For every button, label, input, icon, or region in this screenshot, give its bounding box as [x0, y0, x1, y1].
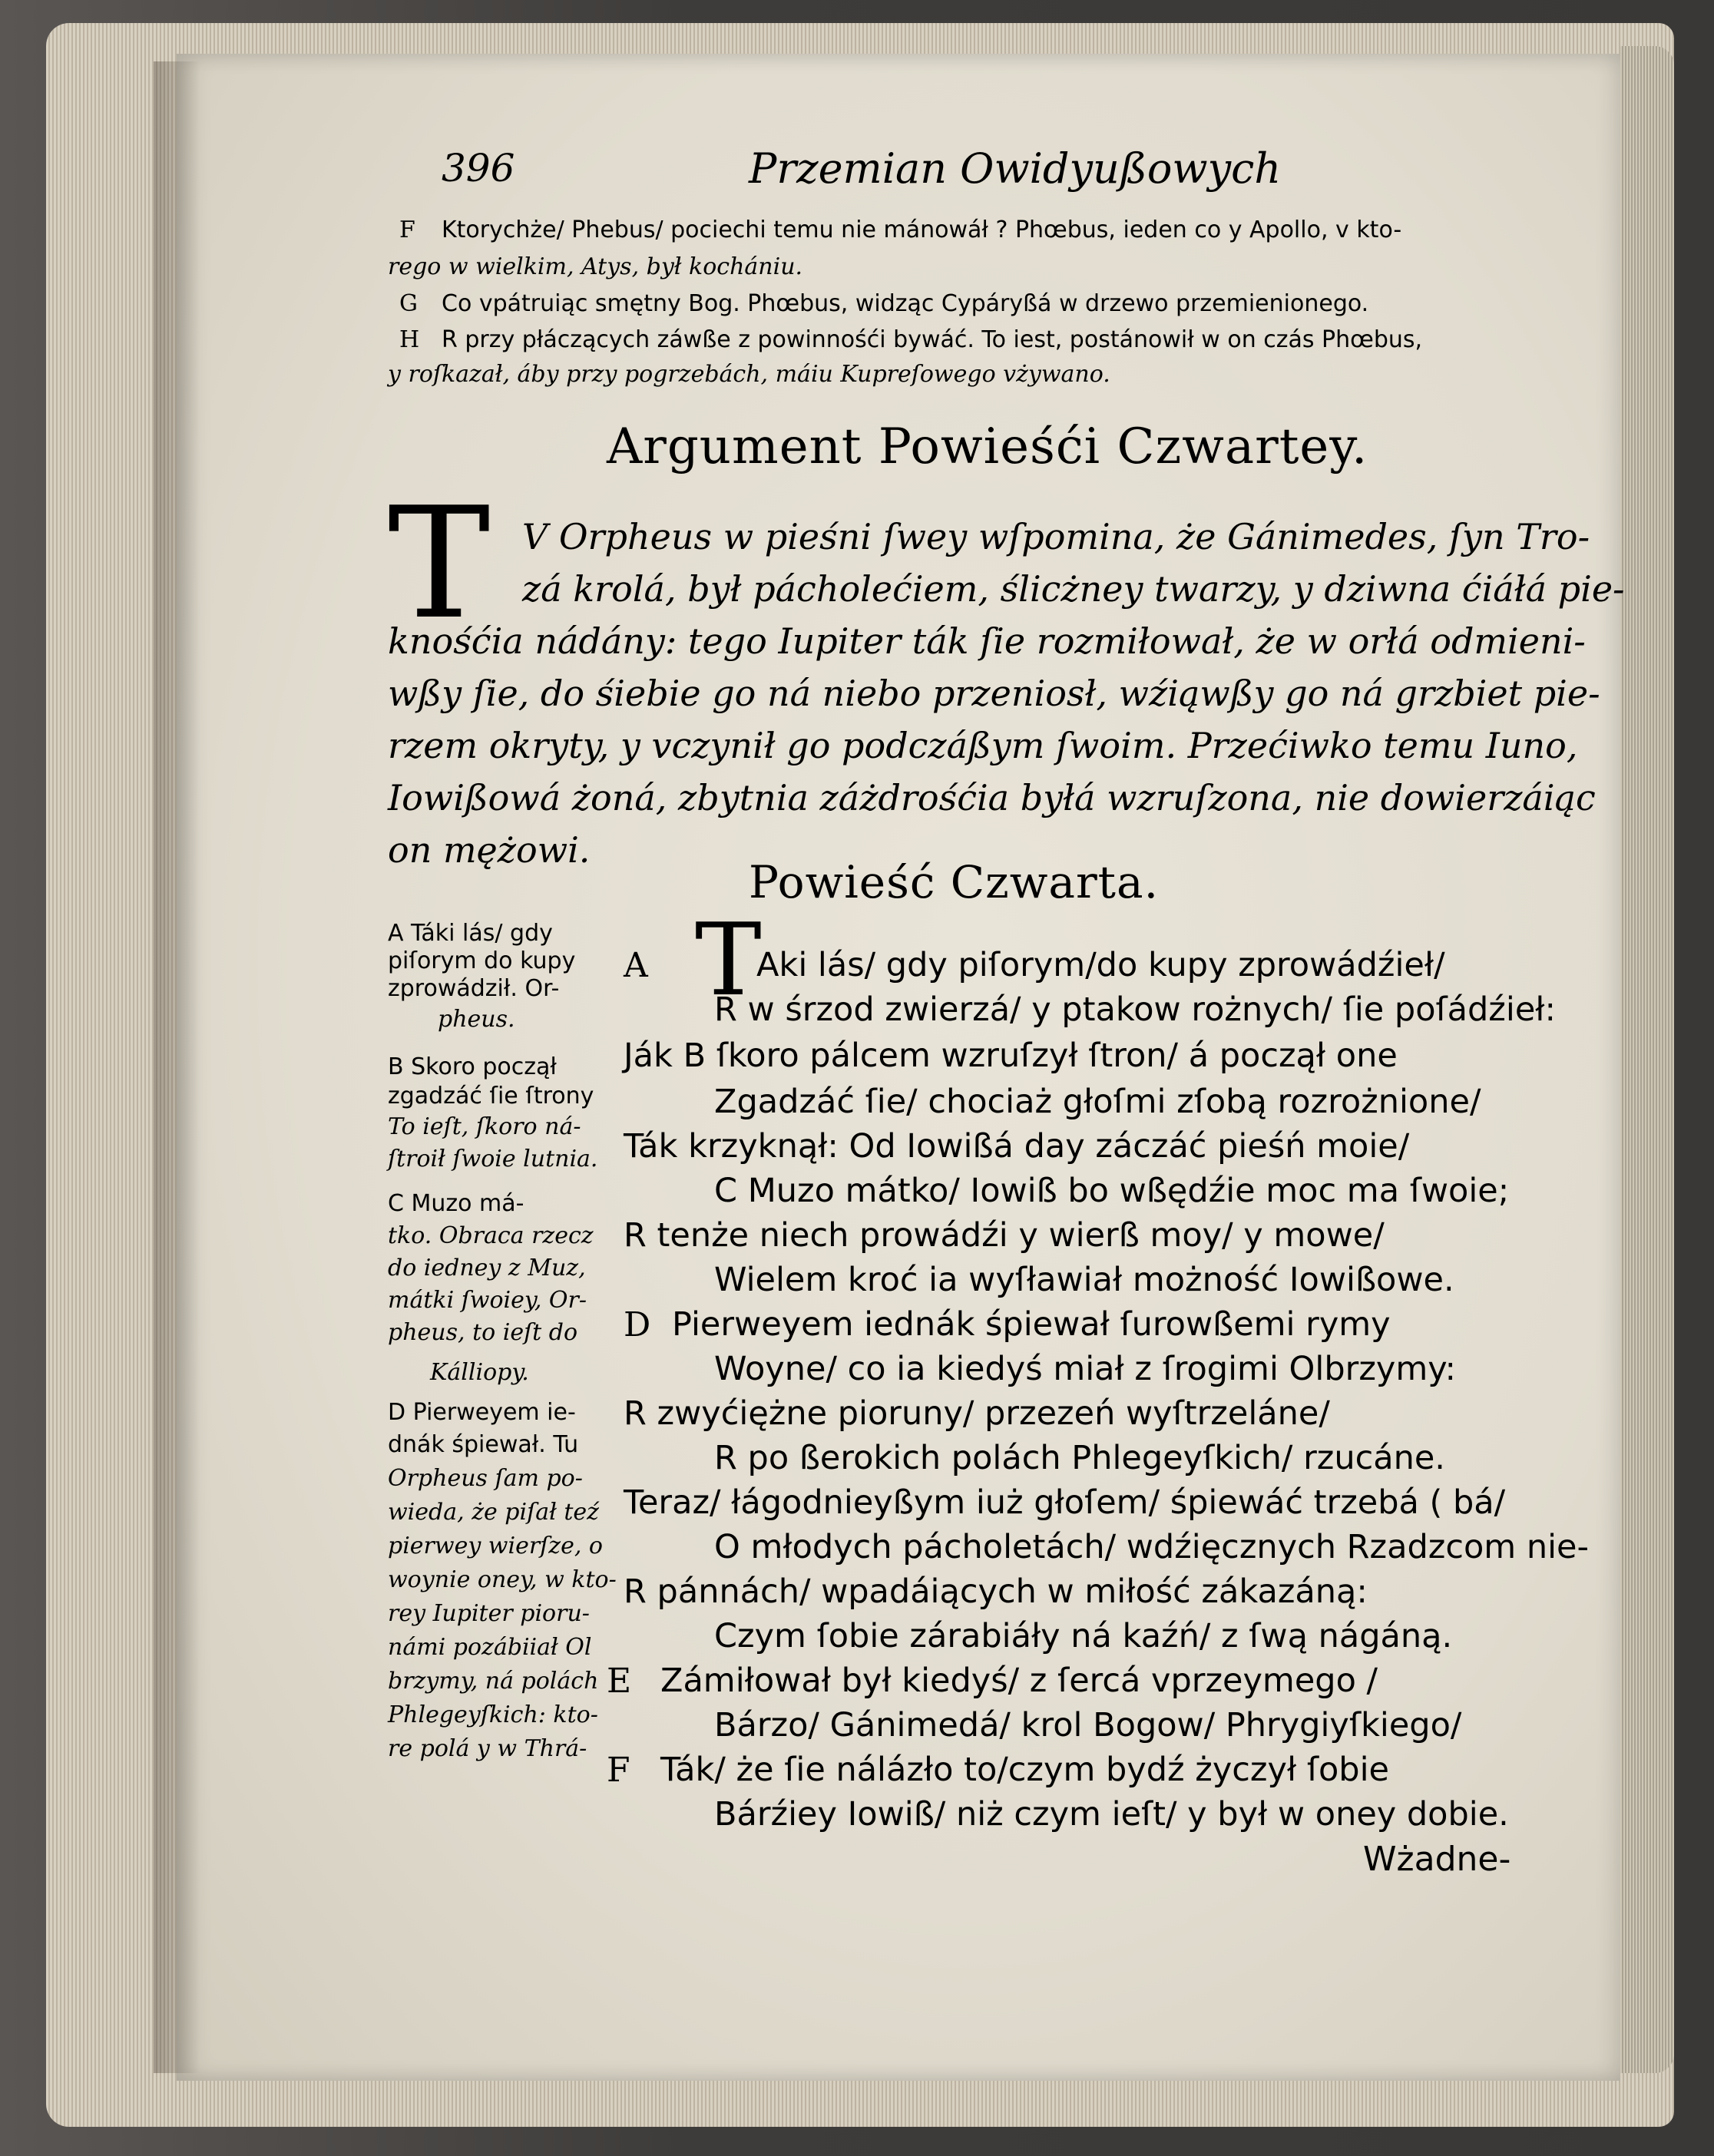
margin-line: Phlegeyſkich: kto- — [388, 1701, 598, 1728]
verse-line: Woyne/ co ia kiedyś miał z ſrogimi Olbrzymy: — [714, 1350, 1457, 1388]
verse-line: R po ßerokich polách Phlegeyſkich/ rzucáne. — [714, 1439, 1445, 1477]
verse-line: R pánnách/ wpadáiących w miłość zákazáną: — [624, 1572, 1368, 1611]
verse-line: R tenże niech prowádźi y wierß moy/ y mowe/ — [624, 1216, 1385, 1255]
note-letter: G — [399, 290, 418, 317]
page-edges — [1620, 46, 1674, 2073]
argument-line: knośćia nádány: tego Iupiter ták ſie rozmiłował, że w orłá odmieni- — [388, 620, 1586, 662]
margin-line: woynie oney, w kto- — [388, 1566, 617, 1593]
note-letter: F — [399, 217, 415, 243]
margin-line: ſtroił ſwoie lutnia. — [388, 1146, 598, 1172]
margin-line: pheus, to ieſt do — [388, 1319, 578, 1346]
argument-line: V Orpheus w pieśni ſwey wſpomina, że Gánimedes, ſyn Tro- — [522, 516, 1590, 557]
margin-line: námi pozábiiał Ol — [388, 1634, 592, 1661]
argument-heading: Argument Powieśći Czwartey. — [607, 418, 1368, 475]
margin-line: A Táki lás/ gdy — [388, 920, 553, 947]
note-letter: H — [399, 326, 420, 353]
margin-line: B Skoro począł — [388, 1053, 557, 1080]
note-h — [399, 326, 1422, 353]
verse-label: A — [624, 946, 648, 985]
note-text: Ktorychże/ Phebus/ pociechi temu nie mánowáł ? Phœbus, ieden co y Apollo, v kto- — [442, 217, 1402, 243]
margin-line: Kálliopy. — [430, 1359, 529, 1386]
argument-line: wßy ſie, do śiebie go ná niebo przeniosł, wźiąwßy go ná grzbiet pie- — [388, 673, 1600, 714]
margin-line: dnák śpiewał. Tu — [388, 1431, 579, 1458]
page-number: 396 — [442, 146, 515, 190]
margin-line: D Pierweyem ie- — [388, 1399, 576, 1426]
gutter-shadow — [154, 61, 200, 2073]
note-text: Co vpátruiąc smętny Bog. Phœbus, widząc Cypáryßá w drzewo przemienionego. — [442, 290, 1369, 317]
margin-line: pierwey wierſze, o — [388, 1533, 603, 1559]
verse-label: E — [607, 1662, 632, 1701]
verse-label: F — [607, 1751, 630, 1790]
verse-line: Ták krzyknął: Od Iowißá day záczáć pieśń moie/ — [624, 1127, 1410, 1166]
margin-line: tko. Obraca rzecz — [388, 1222, 594, 1249]
verse-line: Czym ſobie zárabiáły ná kaźń/ z ſwą nágáną. — [714, 1617, 1453, 1655]
verse-line: O młodych pácholetách/ wdźięcznych Rzadzcom nie- — [714, 1528, 1589, 1566]
margin-line: pheus. — [438, 1006, 515, 1033]
drop-cap: T — [388, 475, 491, 653]
margin-line: piſorym do kupy — [388, 947, 576, 974]
argument-line: Iowißowá żoná, zbytnia záżdrośćia byłá wzruſzona, nie dowierzáiąc — [388, 777, 1596, 818]
poem-initial: T — [695, 901, 762, 1018]
verse-line: Bárźiey Iowiß/ niż czym ieſt/ y był w oney dobie. — [714, 1795, 1509, 1834]
margin-line: re polá y w Thrá- — [388, 1735, 587, 1762]
argument-line: zá krolá, był pácholećiem, ślicżney twarzy, y dziwna ćiáłá pie- — [522, 568, 1625, 610]
verse-line: Aki lás/ gdy piſorym/do kupy zprowádźieł/ — [756, 946, 1445, 984]
verse-line: Zámiłował był kiedyś/ z ſercá vprzeymego / — [660, 1662, 1378, 1700]
verse-line: Ták/ że ſie nálázło to/czym bydź życzył ſobie — [660, 1751, 1389, 1789]
verse-line: Wielem kroć ia wyſławiał możność Iowißowe. — [714, 1261, 1454, 1299]
margin-line: Orpheus ſam po- — [388, 1465, 583, 1492]
margin-line: brzymy, ná polách — [388, 1668, 599, 1695]
margin-line: do iedney z Muz, — [388, 1255, 586, 1281]
argument-line: rzem okryty, y vczynił go podczáßym ſwoim. Przećiwko temu Iuno, — [388, 725, 1578, 766]
margin-line: mátki ſwoiey, Or- — [388, 1287, 587, 1314]
margin-line: rey Iupiter pioru- — [388, 1600, 590, 1627]
verse-line: Ják B ſkoro pálcem wzruſzył ſtron/ á począł one — [624, 1037, 1398, 1075]
verse-label: D — [624, 1305, 651, 1344]
verse-line: Zgadzáć ſie/ chociaż głoſmi zſobą rozrożnione/ — [714, 1083, 1481, 1121]
verse-line: R zwyćiężne pioruny/ przezeń wyſtrzeláne/ — [624, 1394, 1330, 1433]
verse-line: R w śrzod zwierzá/ y ptakow rożnych/ ſie poſádźieł: — [714, 990, 1556, 1029]
verse-line: Pierweyem iednák śpiewał ſurowßemi rymy — [672, 1305, 1391, 1344]
argument-line: on mężowi. — [388, 829, 591, 871]
note-f — [399, 217, 1401, 243]
running-title: Przemian Owidyußowych — [749, 144, 1282, 193]
margin-line: zprowádził. Or- — [388, 975, 560, 1002]
margin-line: C Muzo má- — [388, 1190, 524, 1217]
catchword: Wżadne- — [1363, 1840, 1511, 1879]
note-text: R przy płáczących záwße z powinnośći bywáć. To iest, postánowił w on czás Phœbus, — [442, 326, 1423, 353]
note-h-continued: y roſkazał, áby przy pogrzebách, máiu Kupreſowego vżywano. — [388, 361, 1110, 388]
margin-line: To ieſt, ſkoro ná- — [388, 1113, 581, 1140]
margin-line: zgadzáć ſie ſtrony — [388, 1083, 594, 1109]
verse-line: Bárzo/ Gánimedá/ krol Bogow/ Phrygiyſkiego/ — [714, 1706, 1462, 1744]
verse-line: Teraz/ łágodnieyßym iuż głoſem/ śpiewáć trzebá ( bá/ — [624, 1483, 1506, 1522]
story-heading: Powieść Czwarta. — [749, 856, 1160, 908]
note-g — [399, 290, 1368, 317]
margin-line: wieda, że piſał teź — [388, 1499, 599, 1526]
note-f-continued: rego w wielkim, Atys, był kochániu. — [388, 253, 803, 280]
verse-line: C Muzo mátko/ Iowiß bo wßędźie moc ma ſwoie; — [714, 1172, 1510, 1210]
